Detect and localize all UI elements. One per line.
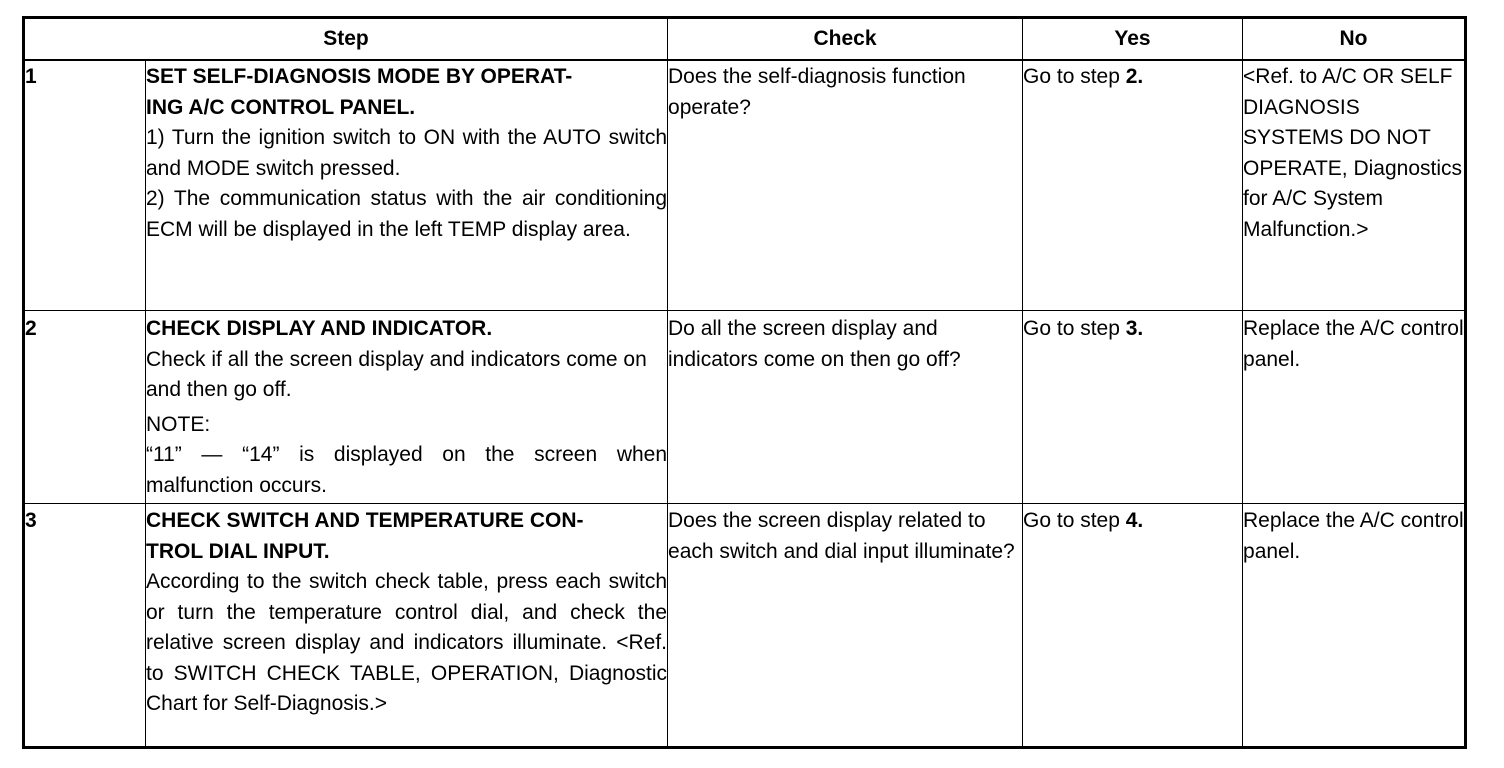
step-title [146, 506, 667, 567]
step-instruction: According to the switch check table, press each switch or turn the temperature control dial, and check the relative screen display and indicators illuminate. <Ref. to SWITCH CHECK TABLE, OPERATION, Diagnostic Chart for Self-Diagnosis.> [146, 570, 668, 715]
table-row [24, 311, 1466, 504]
no-action: Replace the A/C control panel. [1243, 311, 1466, 504]
yes-step-link: 3. [1125, 317, 1144, 340]
yes-action-text: Go to step [1023, 509, 1126, 532]
yes-action [1023, 504, 1243, 748]
step-number: 1 [24, 60, 146, 311]
note-label: NOTE: [146, 412, 211, 436]
check-question: Do all the screen display and indicators come on then go off? [668, 311, 1023, 504]
diagnostic-table [22, 16, 1467, 749]
no-action: Replace the A/C control panel. [1243, 504, 1466, 748]
yes-action-text: Go to step [1023, 65, 1126, 88]
step-title-line: ING A/C CONTROL PANEL. [146, 95, 416, 119]
table-row [24, 60, 1466, 311]
step-title-line: SET SELF-DIAGNOSIS MODE BY OPERAT- [146, 65, 573, 88]
yes-step-link: 4. [1125, 509, 1144, 532]
step-number: 3 [24, 504, 146, 748]
step-instruction: Check if all the screen display and indicators come on and then go off. [146, 347, 647, 401]
table-row [24, 504, 1466, 748]
no-action: <Ref. to A/C OR SELF DIAGNOSIS SYSTEMS DO NOT OPERATE, Diagnostics for A/C System Malfunction.> [1243, 60, 1466, 311]
header-step: Step [24, 18, 668, 61]
header-no: No [1243, 18, 1466, 61]
step-description [146, 60, 668, 311]
step-title: CHECK DISPLAY AND INDICATOR. [146, 317, 493, 340]
step-description [146, 504, 668, 748]
yes-step-link: 2. [1125, 65, 1144, 88]
step-description [146, 311, 668, 504]
header-check: Check [668, 18, 1023, 61]
step-title [146, 62, 667, 123]
yes-action-text: Go to step [1023, 317, 1126, 340]
yes-action [1023, 311, 1243, 504]
note-text: “11” — “14” is displayed on the screen when malfunction occurs. [146, 443, 668, 497]
step-title-line: CHECK SWITCH AND TEMPERATURE CON- [146, 509, 584, 532]
check-question: Does the screen display related to each switch and dial input illuminate? [668, 504, 1023, 748]
step-instruction: 1) Turn the ignition switch to ON with the AUTO switch and MODE switch pressed. [146, 126, 668, 180]
header-row [24, 18, 1466, 61]
header-yes: Yes [1023, 18, 1243, 61]
step-title-line: TROL DIAL INPUT. [146, 539, 330, 563]
step-number: 2 [24, 311, 146, 504]
check-question: Does the self-diagnosis function operate? [668, 60, 1023, 311]
yes-action [1023, 60, 1243, 311]
step-instruction: 2) The communication status with the air conditioning ECM will be displayed in the left TEMP display area. [146, 187, 668, 241]
